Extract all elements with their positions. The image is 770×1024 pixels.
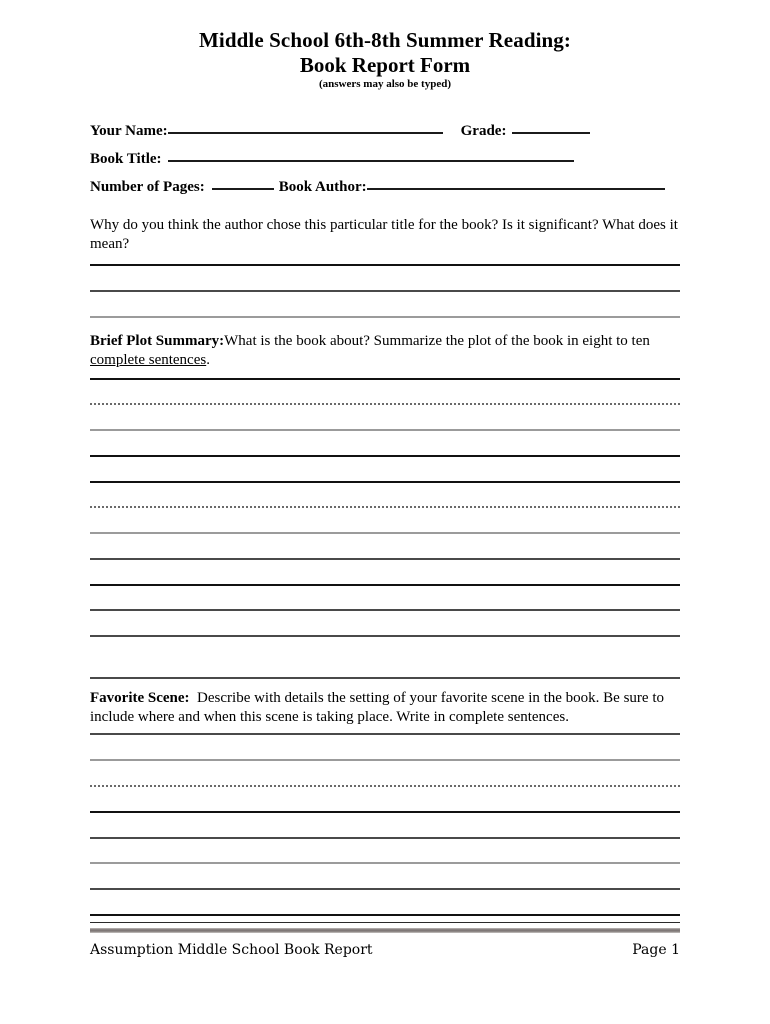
- writing-line[interactable]: [90, 635, 680, 637]
- plot-summary-heading: Brief Plot Summary:: [90, 333, 225, 349]
- number-of-pages-label: Number of Pages:: [90, 179, 205, 195]
- favorite-scene-heading: Favorite Scene:: [90, 690, 190, 706]
- writing-line[interactable]: [90, 733, 680, 735]
- writing-line[interactable]: [90, 837, 680, 839]
- plot-summary-text-part1: What is the book about? Summarize the plot of the book in eight to ten: [224, 333, 650, 349]
- name-grade-row: [90, 118, 690, 141]
- writing-line[interactable]: [90, 677, 680, 679]
- writing-line[interactable]: [90, 532, 680, 534]
- pages-author-row: [90, 174, 690, 197]
- book-title-label: Book Title:: [90, 151, 162, 167]
- number-of-pages-input[interactable]: [212, 174, 274, 190]
- footer-page-number: Page 1: [632, 942, 680, 958]
- writing-line[interactable]: [90, 264, 680, 266]
- writing-line[interactable]: [90, 914, 680, 916]
- writing-line[interactable]: [90, 481, 680, 483]
- writing-line[interactable]: [90, 455, 680, 457]
- page-title: Middle School 6th-8th Summer Reading:: [199, 28, 571, 52]
- writing-line[interactable]: [90, 888, 680, 890]
- your-name-label: Your Name:: [90, 123, 168, 139]
- book-title-input[interactable]: [168, 146, 574, 162]
- writing-line[interactable]: [90, 316, 680, 318]
- plot-summary-prompt: [90, 332, 682, 370]
- writing-line[interactable]: [90, 403, 680, 405]
- writing-line[interactable]: [90, 290, 680, 292]
- page-subtitle: Book Report Form: [299, 53, 471, 77]
- page-note: (answers may also be typed): [319, 78, 451, 90]
- page-footer: [90, 941, 680, 960]
- footer-divider-thin: [90, 922, 680, 923]
- favorite-scene-prompt: [90, 689, 682, 727]
- plot-summary-text-underlined: complete sentences: [90, 352, 207, 368]
- writing-line[interactable]: [90, 558, 680, 560]
- book-title-row: [90, 146, 690, 169]
- writing-line[interactable]: [90, 506, 680, 508]
- title-question-prompt: Why do you think the author chose this particular title for the book? Is it significant? What does it mean?: [90, 217, 678, 252]
- grade-input[interactable]: [512, 118, 590, 134]
- writing-line[interactable]: [90, 584, 680, 586]
- writing-line[interactable]: [90, 811, 680, 813]
- writing-line[interactable]: [90, 378, 680, 380]
- book-author-input[interactable]: [367, 174, 665, 190]
- writing-line[interactable]: [90, 785, 680, 787]
- favorite-scene-text: Describe with details the setting of your favorite scene in the book. Be sure to include where and when this scene is taking place. Write in complete sentences.: [90, 690, 665, 725]
- plot-summary-text-part2: .: [206, 352, 210, 368]
- your-name-input[interactable]: [168, 118, 443, 134]
- footer-document-name: Assumption Middle School Book Report: [90, 942, 373, 958]
- writing-line[interactable]: [90, 609, 680, 611]
- grade-label: Grade:: [460, 123, 507, 139]
- writing-line[interactable]: [90, 862, 680, 864]
- footer-divider-thick: [90, 928, 680, 933]
- writing-line[interactable]: [90, 759, 680, 761]
- writing-line[interactable]: [90, 429, 680, 431]
- book-author-label: Book Author:: [278, 179, 367, 195]
